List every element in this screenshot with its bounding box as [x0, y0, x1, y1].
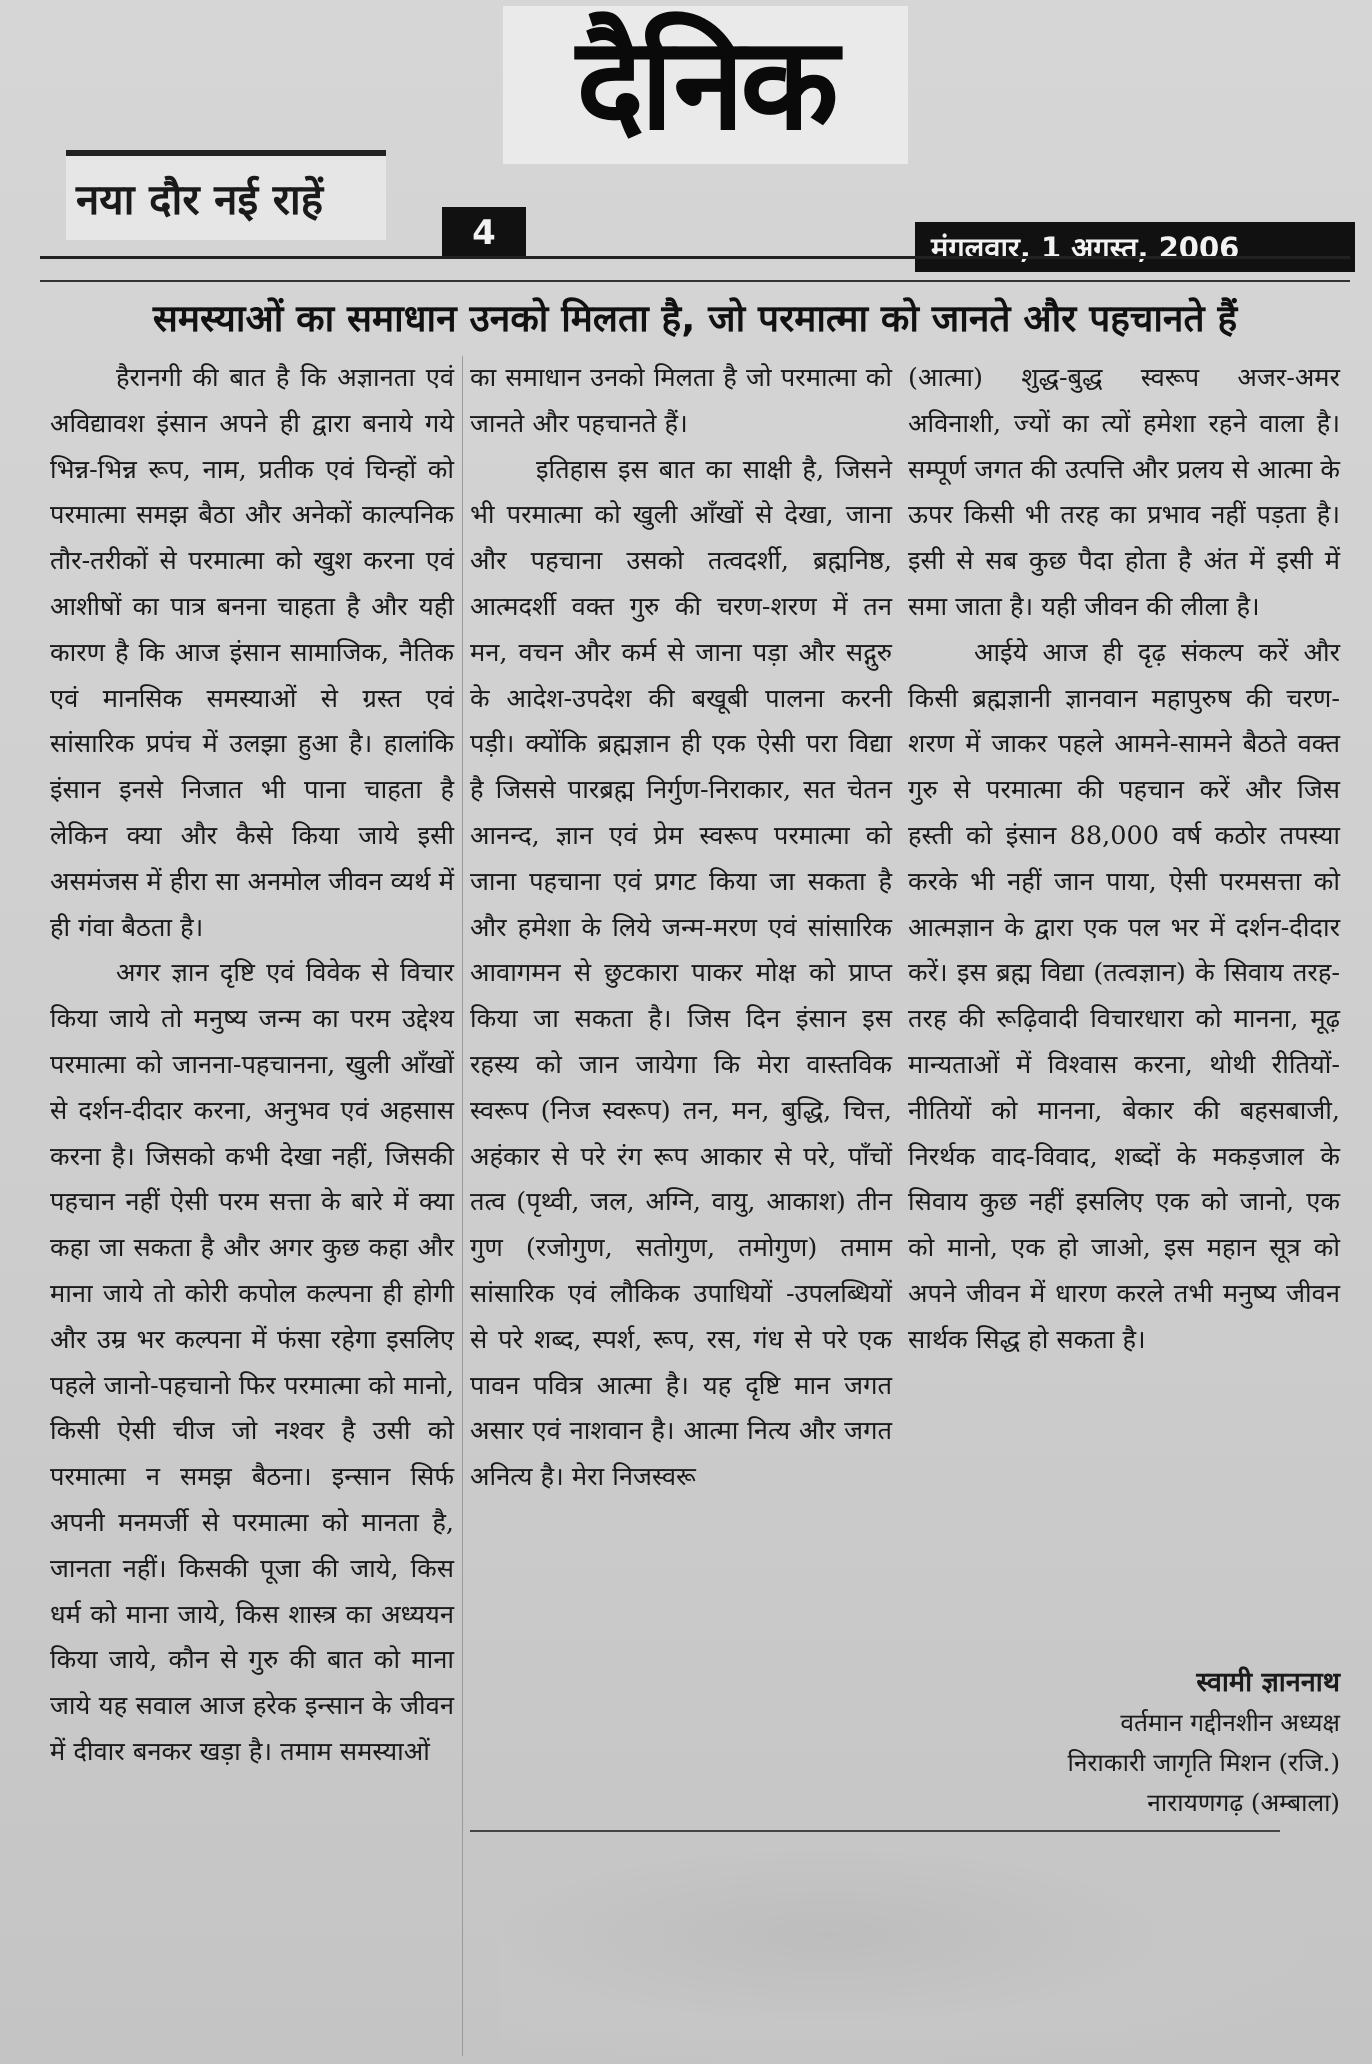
page-number: 4: [442, 207, 526, 259]
article-column-2: [470, 356, 892, 1501]
top-rule: [40, 256, 1350, 259]
author-title: वर्तमान गद्दीनशीन अध्यक्ष: [1120, 1708, 1340, 1737]
masthead: [503, 6, 908, 164]
paragraph: का समाधान उनको मिलता है जो परमात्मा को जानते और पहचानते हैं।: [470, 363, 892, 439]
author-name: स्वामी ज्ञाननाथ: [1196, 1667, 1340, 1698]
paragraph: (आत्मा) शुद्ध-बुद्ध स्वरूप अजर-अमर अविनाशी, ज्यों का त्यों हमेशा रहने वाला है। सम्पूर्ण जगत की उत्पत्ति और प्रलय से आत्मा के ऊपर किसी भी तरह का प्रभाव नहीं पड़ता है। इसी से सब कुछ पैदा होता है अंत में इसी में समा जाता है। यही जीवन की लीला है।: [908, 363, 1340, 622]
article-column-1: [50, 356, 454, 1776]
author-location: नारायणगढ़ (अम्बाला): [1147, 1788, 1340, 1817]
headline: समस्याओं का समाधान उनको मिलता है, जो परमात्मा को जानते और पहचानते हैं: [152, 297, 1238, 340]
article-end-rule: [470, 1830, 1280, 1832]
paragraph: इतिहास इस बात का साक्षी है, जिसने भी परमात्मा को खुली आँखों से देखा, जाना और पहचाना उसको तत्वदर्शी, ब्रह्मनिष्ठ, आत्मदर्शी वक्त गुरु की चरण-शरण में तन मन, वचन और कर्म से जाना पड़ा और सद्गुरु के आदेश-उपदेश की बखूबी पालना करनी पड़ी। क्योंकि ब्रह्मज्ञान ही एक ऐसी परा विद्या है जिससे पारब्रह्म निर्गुण-निराकार, सत चेतन आनन्द, ज्ञान एवं प्रेम स्वरूप परमात्मा को जाना पहचाना एवं प्रगट किया जा सकता है और हमेशा के लिये जन्म-मरण एवं सांसारिक आवागमन से छुटकारा पाकर मोक्ष को प्राप्त किया जा सकता है। जिस दिन इंसान इस रहस्य को जान जायेगा कि मेरा वास्तविक स्वरूप (निज स्वरूप) तन, मन, बुद्धि, चित्त, अहंकार से परे रंग रूप आकार से परे, पाँचों तत्व (पृथ्वी, जल, अग्नि, वायु, आकाश) तीन गुण (रजोगुण, सतोगुण, तमोगुण) तमाम सांसारिक एवं लौकिक उपाधियों -उपलब्धियों से परे शब्द, स्पर्श, रूप, रस, गंध से परे एक पावन पवित्र आत्मा है। यह दृष्टि मान जगत असार एवं नाशवान है। आत्मा नित्य और जगत अनित्य है। मेरा निजस्वरू: [470, 454, 892, 1493]
paragraph: आईये आज ही दृढ़ संकल्प करें और किसी ब्रह्मज्ञानी ज्ञानवान महापुरुष की चरण-शरण में जाकर पहले आमने-सामने बैठते वक्त गुरु से परमात्मा की पहचान करें और जिस हस्ती को इंसान 88,000 वर्ष कठोर तपस्या करके भी नहीं जान पाया, ऐसी परमसत्ता को आत्मज्ञान के द्वारा एक पल भर में दर्शन-दीदार करें। इस ब्रह्म विद्या (तत्वज्ञान) के सिवाय तरह-तरह की रूढ़िवादी विचारधारा को मानना, मूढ़ मान्यताओं में विश्वास करना, थोथी रीतियों-नीतियों को मानना, बेकार की बहसबाजी, निरर्थक वाद-विवाद, शब्दों के मकड़जाल के सिवाय कुछ नहीं इसलिए एक को जानो, एक को मानो, एक हो जाओ, इस महान सूत्र को अपने जीवन में धारण करले तभी मनुष्य जीवन सार्थक सिद्ध हो सकता है।: [908, 637, 1340, 1355]
paragraph: हैरानगी की बात है कि अज्ञानता एवं अविद्यावश इंसान अपने ही द्वारा बनाये गये भिन्न-भिन्न रूप, नाम, प्रतीक एवं चिन्हों को परमात्मा समझ बैठा और अनेकों काल्पनिक तौर-तरीकों से परमात्मा को खुश करना एवं आशीषों का पात्र बनना चाहता है और यही कारण है कि आज इंसान सामाजिक, नैतिक एवं मानसिक समस्याओं से ग्रस्त एवं सांसारिक प्रपंच में उलझा हुआ है। हालांकि इंसान इनसे निजात भी पाना चाहता है लेकिन क्या और कैसे किया जाये इसी असमंजस में हीरा सा अनमोल जीवन व्यर्थ में ही गंवा बैठता है।: [50, 363, 454, 943]
section-tag-label: नया दौर नई राहें: [76, 174, 324, 224]
paragraph: अगर ज्ञान दृष्टि एवं विवेक से विचार किया जाये तो मनुष्य जन्म का परम उद्देश्य परमात्मा को जानना-पहचानना, खुली आँखों से दर्शन-दीदार करना, अनुभव एवं अहसास करना है। जिसको कभी देखा नहीं, जिसकी पहचान नहीं ऐसी परम सत्ता के बारे में क्या कहा जा सकता है और अगर कुछ कहा और माना जाये तो कोरी कपोल कल्पना ही होगी और उम्र भर कल्पना में फंसा रहेगा इसलिए पहले जानो-पहचानो फिर परमात्मा को मानो, किसी ऐसी चीज जो नश्वर है उसी को परमात्मा न समझ बैठना। इन्सान सिर्फ अपनी मनमर्जी से परमात्मा को मानता है, जानता नहीं। किसकी पूजा की जाये, किस धर्म को माना जाये, किस शास्त्र का अध्ययन किया जाये, कौन से गुरु की बात को माना जाये यह सवाल आज हरेक इन्सान के जीवन में दीवार बनकर खड़ा है। तमाम समस्याओं: [50, 958, 454, 1767]
masthead-title: दैनिक: [576, 10, 835, 159]
author-organization: निराकारी जागृति मिशन (रजि.): [1067, 1748, 1340, 1777]
paper-stain: [500, 1850, 1320, 2064]
section-tag: [66, 150, 386, 240]
article-column-3: [908, 356, 1340, 1364]
column-divider: [462, 356, 463, 2056]
author-signature: [908, 1663, 1340, 1823]
date-bar: मंगलवार, 1 अगस्त, 2006: [915, 222, 1355, 272]
top-rule-secondary: [40, 280, 1350, 282]
